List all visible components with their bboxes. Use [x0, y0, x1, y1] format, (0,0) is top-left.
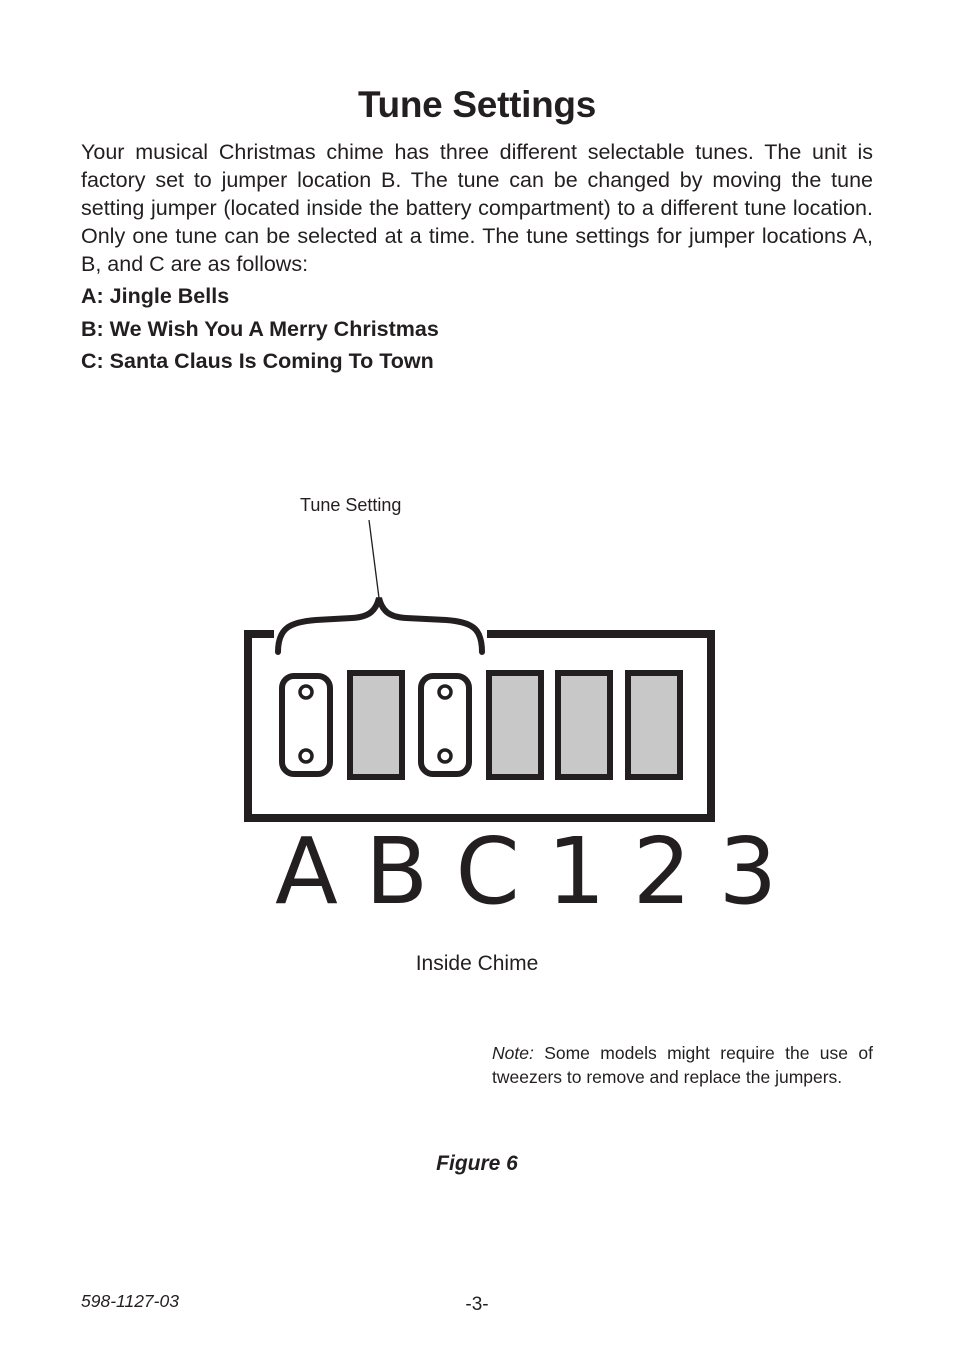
inside-chime-caption: Inside Chime — [415, 952, 539, 975]
tune-b: B: We Wish You A Merry Christmas — [81, 316, 439, 341]
slot-2 — [558, 673, 610, 777]
curly-brace — [278, 598, 482, 652]
tune-setting-label: Tune Setting — [300, 495, 402, 515]
jumper-a — [282, 676, 330, 774]
page-title: Tune Settings — [358, 84, 596, 125]
note-label: Note: — [492, 1043, 534, 1063]
tune-c: C: Santa Claus Is Coming To Town — [81, 349, 434, 373]
intro-paragraph: Your musical Christmas chime has three different selectable tunes. The unit is factory set to jumper location B. The tune can be changed by moving the tune setting jumper (located inside the battery compartment) to a different tune location. Only one tune can be selected at a time. The tune settings for jumper locations A, B, and C are as follows: — [81, 140, 873, 276]
figure-caption: Figure 6 — [436, 1152, 518, 1175]
jumper-c — [421, 676, 469, 774]
position-labels: A B C 1 2 3 — [275, 818, 780, 925]
document-number: 598-1127-03 — [81, 1291, 179, 1311]
note — [492, 1041, 873, 1089]
note-text: Some models might require the use of tweezers to remove and replace the jumpers. — [492, 1043, 873, 1087]
slot-1 — [489, 673, 541, 777]
slot-3 — [628, 673, 680, 777]
tune-a: A: Jingle Bells — [81, 284, 230, 308]
slot-b — [350, 673, 402, 777]
page-number: -3- — [465, 1294, 489, 1315]
leader-line — [369, 520, 379, 598]
